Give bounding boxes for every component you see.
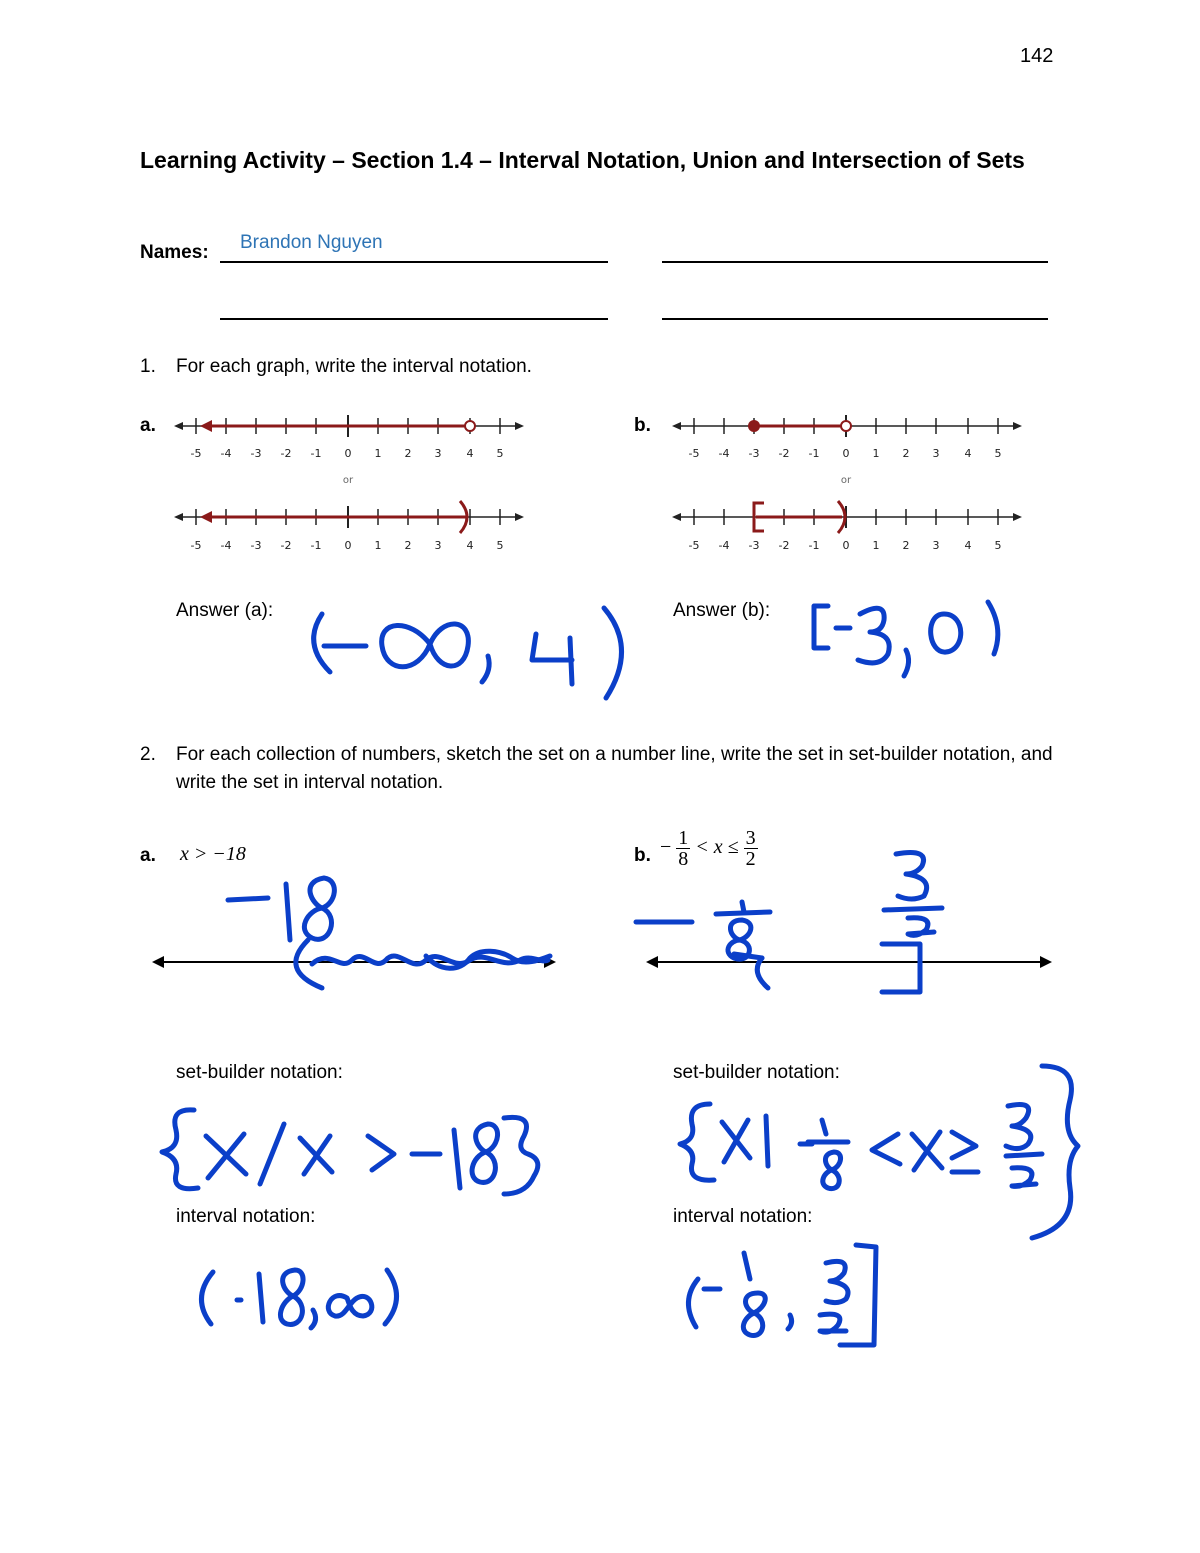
typed-name[interactable]: Brandon Nguyen <box>240 232 383 253</box>
tick-label: -3 <box>250 447 262 460</box>
handwritten-setbuilder-a[interactable] <box>150 1100 550 1210</box>
tick-label: 4 <box>466 539 474 552</box>
tick-label: -4 <box>220 447 232 460</box>
tick-label: -1 <box>808 447 820 460</box>
names-label: Names: <box>140 242 209 263</box>
page-number: 142 <box>1020 45 1054 67</box>
q1-graph-a <box>170 405 530 560</box>
or-label: or <box>840 475 852 486</box>
tick-label: 3 <box>434 539 442 552</box>
tick-label: 3 <box>434 447 442 460</box>
tick-label: -5 <box>190 447 202 460</box>
name-line-1[interactable] <box>220 261 608 263</box>
frac-denominator: 2 <box>745 848 756 870</box>
tick-label: 5 <box>994 447 1002 460</box>
q1-text: For each graph, write the interval notation. <box>176 356 532 377</box>
tick-label: -1 <box>808 539 820 552</box>
q1-graph-b <box>668 405 1028 560</box>
frac-denominator: 8 <box>678 848 689 870</box>
handwritten-interval-b[interactable] <box>670 1235 895 1360</box>
q2-number-line-b[interactable] <box>630 840 1060 1005</box>
q2-setbuilder-label-b: set-builder notation: <box>673 1062 840 1083</box>
tick-label: 5 <box>994 539 1002 552</box>
inequality-b-lead: − <box>660 836 672 859</box>
tick-label: 5 <box>496 447 504 460</box>
tick-label: 2 <box>404 447 412 460</box>
tick-label: 4 <box>466 447 474 460</box>
page-title: Learning Activity – Section 1.4 – Interval Notation, Union and Intersection of Sets <box>140 147 1025 173</box>
tick-label: 1 <box>374 539 382 552</box>
tick-label: 0 <box>842 539 850 552</box>
inequality-a-text: x > −18 <box>180 843 246 865</box>
tick-label: 2 <box>404 539 412 552</box>
tick-label: -5 <box>688 447 700 460</box>
tick-label: 1 <box>872 539 880 552</box>
tick-label: 0 <box>344 539 352 552</box>
handwritten-answer-b[interactable] <box>800 588 1015 683</box>
q1-number: 1. <box>140 356 156 377</box>
tick-label: 1 <box>872 447 880 460</box>
tick-label: 4 <box>964 447 972 460</box>
frac-numerator: 1 <box>678 827 689 849</box>
tick-label: 5 <box>496 539 504 552</box>
q1-answer-b-label: Answer (b): <box>673 600 771 621</box>
tick-label: 2 <box>902 447 910 460</box>
q1-part-a-label: a. <box>140 415 156 436</box>
tick-label: -4 <box>718 539 730 552</box>
handwritten-interval-a[interactable] <box>185 1258 415 1338</box>
q1-part-b-label: b. <box>634 415 651 436</box>
q1-answer-a-label: Answer (a): <box>176 600 274 621</box>
inequality-b-middle: < x ≤ <box>695 836 739 859</box>
tick-label: -3 <box>748 539 760 552</box>
q2-interval-label-b: interval notation: <box>673 1206 813 1227</box>
handwritten-answer-a[interactable] <box>300 592 640 707</box>
q2-text: For each collection of numbers, sketch the set on a number line, write the set in set-builder notation, and write the set in interval notation. <box>176 744 1053 793</box>
name-line-3[interactable] <box>220 318 608 320</box>
tick-label: 0 <box>344 447 352 460</box>
tick-label: -2 <box>778 447 790 460</box>
q2-interval-label-a: interval notation: <box>176 1206 316 1227</box>
tick-label: -2 <box>280 539 292 552</box>
tick-label: -3 <box>748 447 760 460</box>
frac-numerator: 3 <box>745 827 756 849</box>
tick-label: -1 <box>310 539 322 552</box>
tick-label: 3 <box>932 447 940 460</box>
tick-label: -4 <box>220 539 232 552</box>
q2-setbuilder-label-a: set-builder notation: <box>176 1062 343 1083</box>
tick-label: -1 <box>310 447 322 460</box>
tick-label: -3 <box>250 539 262 552</box>
q2-part-a-label: a. <box>140 845 156 866</box>
tick-label: 2 <box>902 539 910 552</box>
tick-label: 3 <box>932 539 940 552</box>
tick-label: 1 <box>374 447 382 460</box>
tick-label: -5 <box>190 539 202 552</box>
name-line-4[interactable] <box>662 318 1048 320</box>
tick-label: -5 <box>688 539 700 552</box>
tick-label: -2 <box>280 447 292 460</box>
tick-label: 4 <box>964 539 972 552</box>
q2-number-line-a[interactable] <box>140 860 570 1000</box>
tick-label: -2 <box>778 539 790 552</box>
tick-label: -4 <box>718 447 730 460</box>
tick-label: 0 <box>842 447 850 460</box>
name-line-2[interactable] <box>662 261 1048 263</box>
or-label: or <box>342 475 354 486</box>
q2-number: 2. <box>140 744 156 765</box>
q2-part-b-label: b. <box>634 845 651 866</box>
